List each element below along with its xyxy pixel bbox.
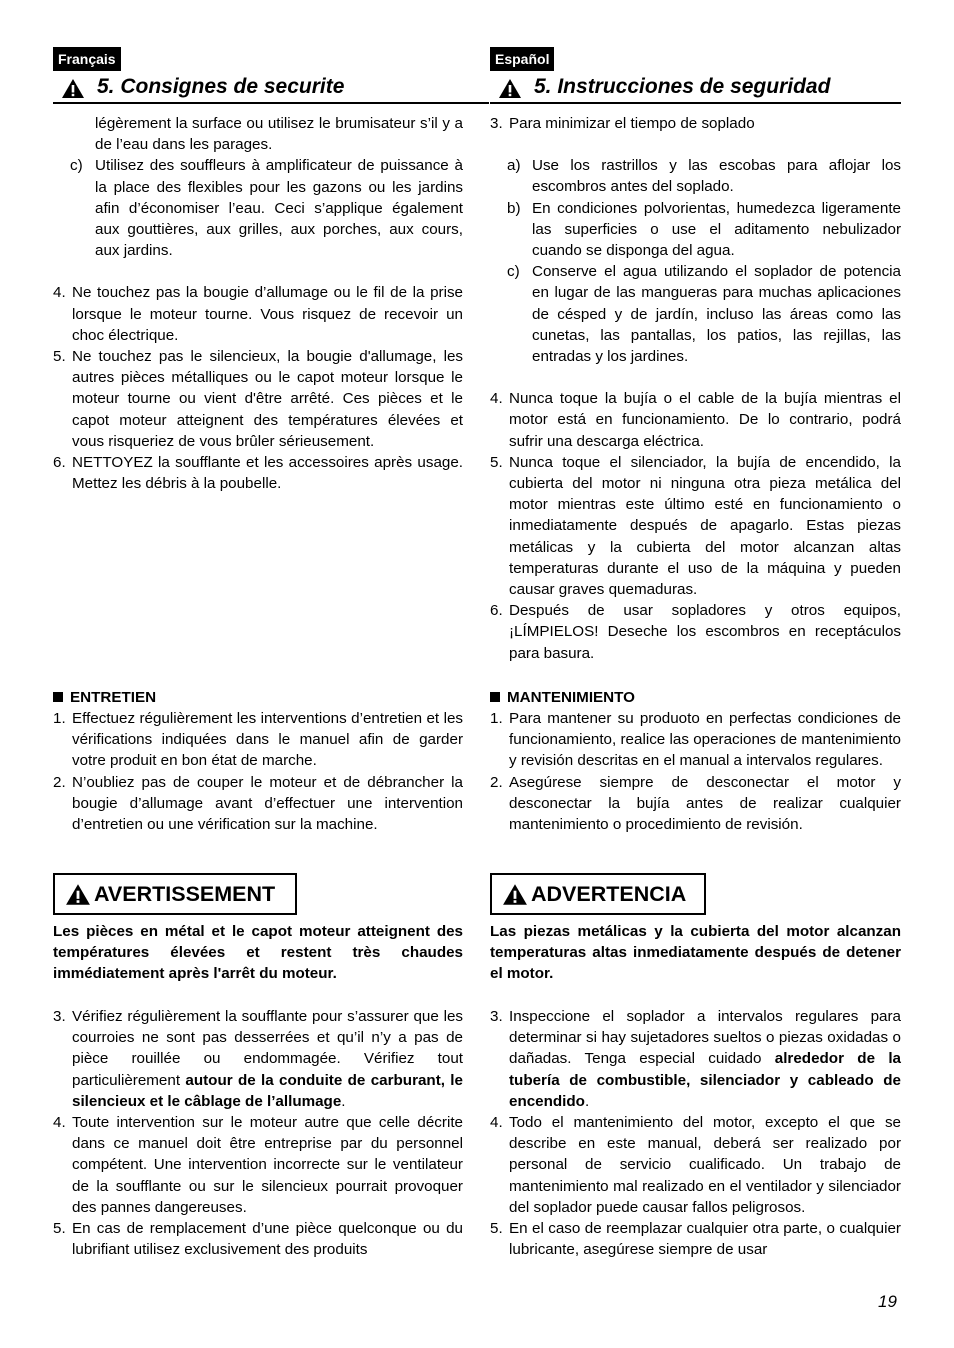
list-item: 4. Nunca toque la bujía o el cable de la bujía mientras el motor está en funcionamiento. De lo contrario, podrá sufrir una descarga eléctrica.: [490, 390, 901, 450]
maintenance-list-continued: [53, 1006, 463, 1260]
list-item: 4. Toute intervention sur le moteur autre que celle décrite dans ce manuel doit être entreprise par du personnel compétent. Une intervention incorrecte sur le ventilateur de la soufflante ou sur le silencieux pourrait provoquer des pannes dangereuses.: [53, 1114, 463, 1216]
warning-text: Las piezas metálicas y la cubierta del motor alcanzan temperaturas altas inmediatamente después de detener el motor.: [490, 923, 901, 983]
list-item: 2. Asegúrese siempre de desconectar el motor y desconectar la bujía antes de realizar cualquier mantenimiento o procedimiento de revisión.: [490, 773, 901, 834]
list-item: 1. Para mantener su produoto en perfectas condiciones de funcionamiento, realice las operaciones de mantenimiento y revisión descritas en el manual a intervalos regulares.: [490, 710, 901, 770]
list-item: a) Use los rastrillos y las escobas para aflojar los escombros antes del soplado.: [507, 157, 901, 196]
list-item: 3. Para minimizar el tiempo de soplado: [490, 115, 755, 132]
section-title-bar: [53, 74, 489, 104]
warning-box: [490, 873, 706, 915]
warning-text: Les pièces en métal et le capot moteur atteignent des températures élevées et restent très chaudes immédiatement après l'arrêt du moteur.: [53, 923, 463, 983]
list-item: 5. En cas de remplacement d’une pièce quelconque ou du lubrifiant utilisez exclusivement des produits: [53, 1220, 463, 1259]
warning-triangle-icon: [65, 883, 91, 906]
safety-list-top: [490, 113, 901, 664]
warning-triangle-icon: [61, 78, 85, 99]
safety-list-top: [53, 113, 463, 494]
paragraph-continued: légèrement la surface ou utilisez le brumisateur s’il y a de l’eau dans les parages.: [95, 115, 463, 154]
page-number: 19: [878, 1292, 897, 1311]
maintenance-list: [53, 708, 463, 835]
list-item: c) Utilisez des souffleurs à amplificateur de puissance à la place des flexibles pour les gazons ou les jardins afin d’économiser l’eau. Ceci s’applique également aux gouttières, aux grilles, aux porches, aux cours, aux jardins.: [70, 157, 463, 260]
list-item: 5. Nunca toque el silenciador, la bujía de encendido, la cubierta del motor ni ninguna otra pieza metálica del motor mientras este último esté en funcionamiento o inmediatamente después de apagarlo. Estas piezas metálicas y la cubierta del motor alcanzan altas temperaturas durante el uso de la máquina y pueden causar graves quemaduras.: [490, 453, 901, 599]
maintenance-heading: MANTENIMIENTO: [490, 687, 635, 708]
square-bullet-icon: [53, 692, 63, 702]
list-item: 5. Ne touchez pas le silencieux, la bougie d'allumage, les autres pièces métalliques ou le capot moteur lorsque le moteur tourne ou vient d'être arrêté. Ces pièces et le capot moteur atteignent des températures élevées et vous risqueriez de vous brûler sérieusement.: [53, 348, 463, 450]
section-title: 5. Instrucciones de seguridad: [534, 75, 831, 98]
warning-box: [53, 873, 297, 915]
list-item: 1. Effectuez régulièrement les interventions d’entretien et les vérifications indiquées dans le manuel afin de garder votre produit en bon état de marche.: [53, 710, 463, 770]
maintenance-list: [490, 708, 901, 835]
list-item: b) En condiciones polvorientas, humedezca ligeramente las superficies o use el aditamento nebulizador cuando se disponga del agua.: [507, 199, 901, 260]
list-item: c) Conserve el agua utilizando el soplador de potencia en lugar de las mangueras para muchas aplicaciones de césped y de jardín, incluso las áreas como las cunetas, las pantallas, los patios, las rejillas, las entradas y los jardines.: [507, 263, 901, 366]
list-item: 6. Después de usar sopladores y otros equipos, ¡LÍMPIELOS! Deseche los escombros en receptáculos para basura.: [490, 602, 901, 662]
warning-label: ADVERTENCIA: [531, 881, 687, 906]
warning-label: AVERTISSEMENT: [94, 881, 276, 906]
list-item: 3. Vérifiez régulièrement la soufflante pour s’assurer que les courroies ne sont pas desserrées et qu’il n’y a pas de pièce rouillée ou endommagée. Vérifiez tout particulièrement autour de la conduite de carburant, le silencieux et le câblage de l’allumage.: [53, 1008, 463, 1110]
language-badge: Español: [490, 47, 554, 71]
list-item: 2. N’oubliez pas de couper le moteur et de débrancher la bougie d’allumage avant d’effectuer une intervention d’entretien ou une vérification sur la machine.: [53, 773, 463, 834]
list-item: 3. Inspeccione el soplador a intervalos regulares para determinar si hay sujetadores sueltos o piezas oxidadas o dañadas. Tenga especial cuidado alrededor de la tubería de combustible, silenciador y cableado de encendido.: [490, 1008, 901, 1110]
warning-triangle-icon: [498, 78, 522, 99]
list-item: 4. Ne touchez pas la bougie d’allumage ou le fil de la prise lorsque le moteur tourne. Vous risquez de recevoir un choc électrique.: [53, 284, 463, 344]
maintenance-heading: ENTRETIEN: [53, 687, 156, 708]
square-bullet-icon: [490, 692, 500, 702]
warning-triangle-icon: [502, 883, 528, 906]
list-item: 5. En el caso de reemplazar cualquier otra parte, o cualquier lubricante, asegúrese siempre de usar: [490, 1220, 901, 1259]
section-title-bar: [490, 74, 901, 104]
list-item: 6. NETTOYEZ la soufflante et les accessoires après usage. Mettez les débris à la poubelle.: [53, 454, 463, 493]
section-title: 5. Consignes de securite: [97, 75, 345, 98]
maintenance-list-continued: [490, 1006, 901, 1260]
list-item: 4. Todo el mantenimiento del motor, excepto el que se describe en este manual, deberá ser realizado por personal de servicio cualificado. Un trabajo de mantenimiento mal realizado en el ventilador y silenciador del soplador puede causar fallos peligrosos.: [490, 1114, 901, 1216]
language-badge: Français: [53, 47, 121, 71]
